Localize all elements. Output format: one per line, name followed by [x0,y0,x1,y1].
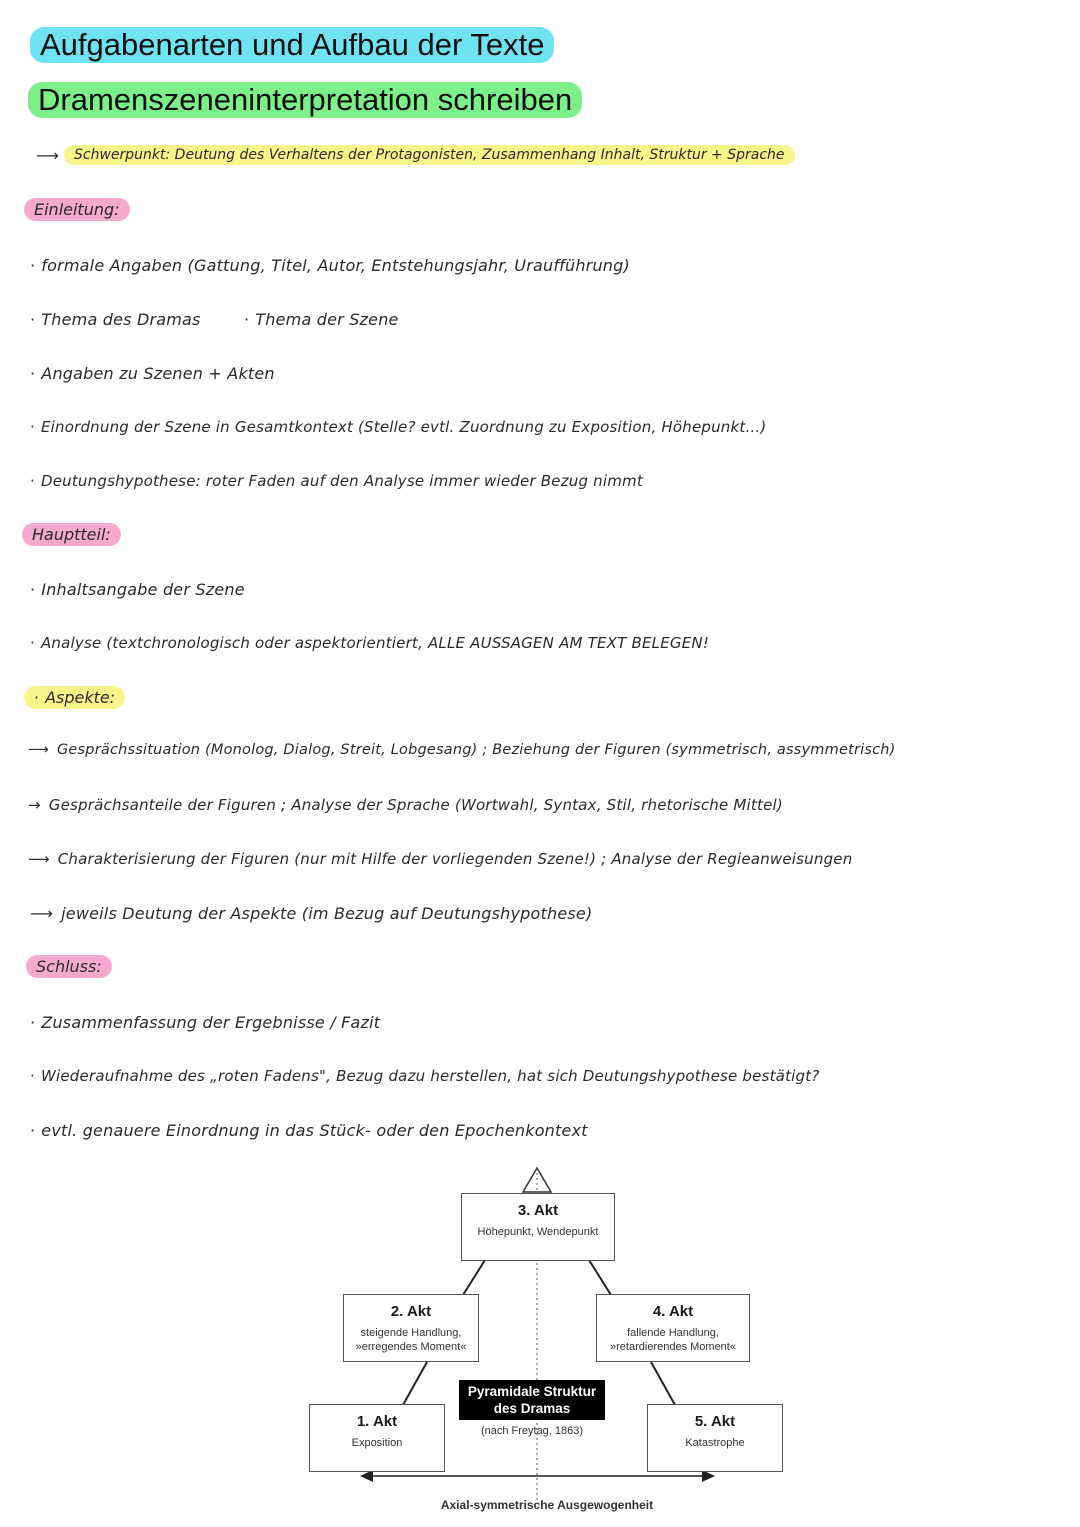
einleitung-item-5: · Einordnung der Szene in Gesamtkontext (Stelle? evtl. Zuordnung zu Exposition, Höhepunkt...) [30,418,767,436]
akt-2-box [343,1294,479,1362]
akt-2-sub: steigende Handlung, »erregendes Moment« [355,1327,467,1353]
arrow-icon: ⟶ [28,850,50,868]
section-label-schluss: Schluss: [26,955,112,978]
einleitung-item-2: · Thema des Dramas [30,310,201,329]
akt-5-title: 5. Akt [694,1413,736,1430]
akt-4-sub: fallende Handlung, »retardierendes Moment« [610,1327,736,1353]
aspekte-item-3: ⟶ Charakterisierung der Figuren (nur mit Hilfe der vorliegenden Szene!) ; Analyse der Regieanweisungen [28,850,853,868]
akt-1-title: 1. Akt [356,1413,398,1430]
akt-1-sub: Exposition [351,1437,403,1449]
akt-2-title: 2. Akt [390,1303,432,1320]
einleitung-item-3: · Thema der Szene [244,310,399,329]
pyramid-footer: Axial-symmetrische Ausgewogenheit [440,1498,654,1512]
akt-1-box [309,1404,445,1472]
section-label-hauptteil: Hauptteil: [22,523,121,546]
akt-3-box [461,1193,615,1261]
einleitung-item-1: · formale Angaben (Gattung, Titel, Autor, Entstehungsjahr, Uraufführung) [30,256,630,275]
focus-arrow-icon: ⟶ [36,146,60,165]
long-arrow-icon: ⟶ [30,904,54,923]
schluss-item-3: · evtl. genauere Einordnung in das Stück- oder den Epochenkontext [30,1121,588,1140]
schluss-item-2: · Wiederaufnahme des „roten Fadens", Bezug dazu herstellen, hat sich Deutungshypothese bestätigt? [30,1067,820,1085]
akt-4-box [596,1294,750,1362]
title-line-1: Aufgabenarten und Aufbau der Texte [30,27,554,63]
section-label-aspekte: · Aspekte: [24,686,125,709]
focus-text: Schwerpunkt: Deutung des Verhaltens der Protagonisten, Zusammenhang Inhalt, Struktur + Sprache [64,145,795,165]
aspekte-item-4: ⟶ jeweils Deutung der Aspekte (im Bezug auf Deutungshypothese) [30,904,593,923]
akt-3-sub: Höhepunkt, Wendepunkt [477,1226,599,1238]
akt-5-sub: Katastrophe [685,1437,745,1449]
einleitung-item-4: · Angaben zu Szenen + Akten [30,364,275,383]
aspekte-item-1: ⟶ Gesprächssituation (Monolog, Dialog, Streit, Lobgesang) ; Beziehung der Figuren (symmetrisch, assymmetrisch) [28,742,896,758]
section-label-einleitung: Einleitung: [24,198,130,221]
pyramid-center-sub: (nach Freytag, 1863) [480,1425,584,1437]
akt-5-box [647,1404,783,1472]
hauptteil-item-2: · Analyse (textchronologisch oder aspektorientiert, ALLE AUSSAGEN AM TEXT BELEGEN! [30,634,710,652]
arrow-icon: → [28,796,41,814]
einleitung-item-6: · Deutungshypothese: roter Faden auf den Analyse immer wieder Bezug nimmt [30,472,643,490]
pyramid-center-title: Pyramidale Struktur des Dramas [459,1380,605,1420]
aspekte-item-2: → Gesprächsanteile der Figuren ; Analyse der Sprache (Wortwahl, Syntax, Stil, rhetorische Mittel) [28,796,783,814]
arrow-icon: ⟶ [28,742,49,758]
freytag-pyramid-diagram [305,1160,785,1525]
hauptteil-item-1: · Inhaltsangabe der Szene [30,580,245,599]
schluss-item-1: · Zusammenfassung der Ergebnisse / Fazit [30,1013,381,1032]
akt-4-title: 4. Akt [652,1303,694,1320]
title-line-2: Dramenszeneninterpretation schreiben [28,82,582,118]
akt-3-title: 3. Akt [517,1202,559,1219]
